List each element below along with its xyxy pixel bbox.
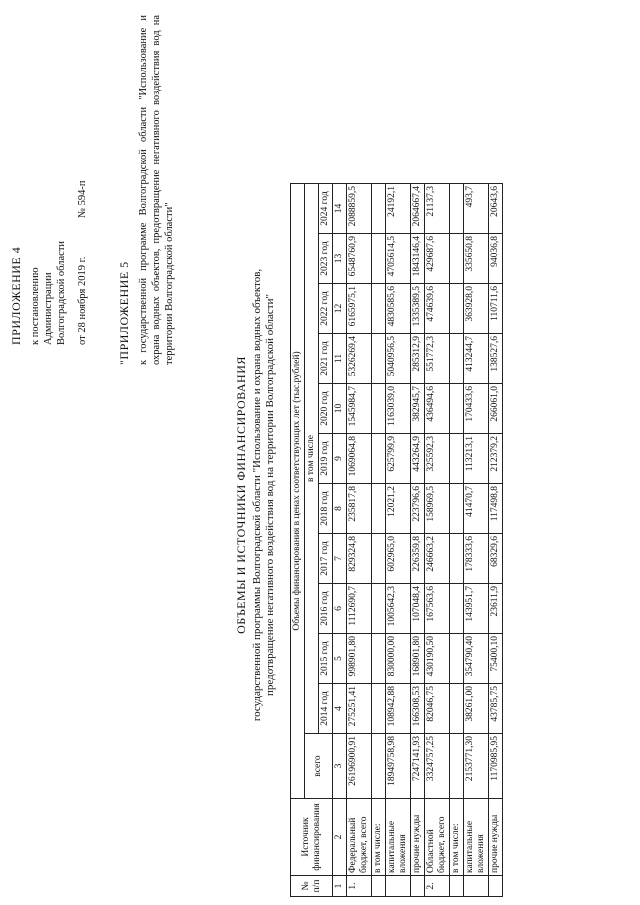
- header-year: 2022 год: [319, 284, 333, 334]
- cell-value: 41470,7: [464, 484, 489, 534]
- column-number: 2: [333, 799, 347, 876]
- header-year: 2024 год: [319, 184, 333, 234]
- cell-value: 7247141,93: [411, 734, 425, 799]
- cell-value: 94036,8: [489, 234, 503, 284]
- cell-value: [372, 234, 386, 284]
- cell-value: 43785,75: [489, 684, 503, 734]
- row-label: капитальные вложения: [464, 799, 489, 876]
- table-row: [425, 184, 450, 897]
- cell-value: 21137,3: [425, 184, 450, 234]
- cell-value: [372, 284, 386, 334]
- cell-value: 212379,2: [489, 434, 503, 484]
- column-number: 13: [333, 234, 347, 284]
- cell-value: 117498,8: [489, 484, 503, 534]
- cell-value: 625799,9: [386, 434, 411, 484]
- cell-value: [372, 684, 386, 734]
- cell-value: [450, 734, 464, 799]
- cell-value: 4830585,6: [386, 284, 411, 334]
- cell-value: [372, 734, 386, 799]
- appendix5-title: "ПРИЛОЖЕНИЕ 5: [117, 261, 131, 365]
- cell-value: 429687,6: [425, 234, 450, 284]
- cell-value: [372, 534, 386, 584]
- cell-value: 2153771,30: [464, 734, 489, 799]
- row-label: прочие нужды: [411, 799, 425, 876]
- cell-value: [450, 284, 464, 334]
- appendix4-line2: Администрации: [43, 272, 54, 345]
- appendix5-text: к государственной программе Волгоградской области "Использование и охрана водных объектов, предотвращение негативного воздействия вод на территории Волгоградской области": [138, 15, 175, 365]
- row-index: [489, 876, 503, 897]
- table-body: [347, 184, 503, 897]
- cell-value: 443264,9: [411, 434, 425, 484]
- column-number: 5: [333, 634, 347, 684]
- document-title: ОБЪЕМЫ И ИСТОЧНИКИ ФИНАНСИРОВАНИЯ: [234, 356, 248, 634]
- cell-value: 1005642,3: [386, 584, 411, 634]
- row-label: капитальные вложения: [386, 799, 411, 876]
- cell-value: [450, 184, 464, 234]
- cell-value: [450, 234, 464, 284]
- row-label: в том числе:: [372, 799, 386, 876]
- cell-value: [372, 184, 386, 234]
- header-source: Источник финансирования: [291, 799, 333, 876]
- document-subtitle-line1: государственной программы Волгоградской области "Использование и охрана водных объектов,: [251, 268, 263, 722]
- cell-value: 110711,6: [489, 284, 503, 334]
- header-volumes: Объемы финансирования в ценах соответствующих лет (тыс.рублей): [291, 184, 305, 799]
- cell-value: 5040956,5: [386, 334, 411, 384]
- document-subtitle-line2: предотвращение негативного воздействия вод на территории Волгоградской области": [264, 294, 276, 696]
- cell-value: 551772,3: [425, 334, 450, 384]
- cell-value: 246663,2: [425, 534, 450, 584]
- cell-value: 166308,53: [411, 684, 425, 734]
- cell-value: 108942,88: [386, 684, 411, 734]
- table-row: [386, 184, 411, 897]
- cell-value: 18949758,98: [386, 734, 411, 799]
- cell-value: 436494,6: [425, 384, 450, 434]
- cell-value: 38261,00: [464, 684, 489, 734]
- cell-value: 107048,4: [411, 584, 425, 634]
- column-number: 10: [333, 384, 347, 434]
- header-year: 2020 год: [319, 384, 333, 434]
- header-num: № п/п: [291, 876, 333, 897]
- cell-value: [450, 684, 464, 734]
- cell-value: 354790,40: [464, 634, 489, 684]
- column-numbers-row: [333, 184, 347, 897]
- column-number: 3: [333, 734, 347, 799]
- row-index: 1.: [347, 876, 372, 897]
- cell-value: 602965,0: [386, 534, 411, 584]
- appendix4-title: ПРИЛОЖЕНИЕ 4: [9, 246, 23, 345]
- table-row: [372, 184, 386, 897]
- row-index: [450, 876, 464, 897]
- header-year: 2016 год: [319, 584, 333, 634]
- cell-value: 113213,1: [464, 434, 489, 484]
- cell-value: 4705614,5: [386, 234, 411, 284]
- row-label: Областной бюджет, всего: [425, 799, 450, 876]
- cell-value: 335650,8: [464, 234, 489, 284]
- cell-value: [372, 484, 386, 534]
- cell-value: [450, 584, 464, 634]
- appendix4-block: [10, 180, 89, 345]
- header-year: 2017 год: [319, 534, 333, 584]
- cell-value: 1069064,8: [347, 434, 372, 484]
- header-year: 2018 год: [319, 484, 333, 534]
- cell-value: 413244,7: [464, 334, 489, 384]
- header-year: 2019 год: [319, 434, 333, 484]
- cell-value: 158969,5: [425, 484, 450, 534]
- column-number: 12: [333, 284, 347, 334]
- cell-value: 1545984,7: [347, 384, 372, 434]
- cell-value: [450, 334, 464, 384]
- cell-value: 474639,6: [425, 284, 450, 334]
- cell-value: [372, 334, 386, 384]
- cell-value: 178333,6: [464, 534, 489, 584]
- cell-value: 12021,2: [386, 484, 411, 534]
- cell-value: 6548760,9: [347, 234, 372, 284]
- cell-value: 382945,7: [411, 384, 425, 434]
- cell-value: [450, 484, 464, 534]
- cell-value: 138527,6: [489, 334, 503, 384]
- cell-value: 998901,80: [347, 634, 372, 684]
- row-label: Федеральный бюджет, всего: [347, 799, 372, 876]
- cell-value: 1170985,95: [489, 734, 503, 799]
- row-index: [464, 876, 489, 897]
- row-index: [386, 876, 411, 897]
- cell-value: 363928,0: [464, 284, 489, 334]
- appendix4-date: от 28 ноября 2019 г.: [77, 256, 88, 345]
- cell-value: 26196900,91: [347, 734, 372, 799]
- header-year: 2014 год: [319, 684, 333, 734]
- financing-table: [290, 183, 503, 897]
- cell-value: 266061,0: [489, 384, 503, 434]
- document-title-block: [235, 175, 277, 815]
- appendix4-line1: к постановлению: [30, 267, 41, 345]
- cell-value: 430190,50: [425, 634, 450, 684]
- cell-value: 143951,7: [464, 584, 489, 634]
- cell-value: 82046,75: [425, 684, 450, 734]
- column-number: 8: [333, 484, 347, 534]
- column-number: 11: [333, 334, 347, 384]
- cell-value: 226359,8: [411, 534, 425, 584]
- cell-value: 23611,9: [489, 584, 503, 634]
- cell-value: [372, 384, 386, 434]
- column-number: 6: [333, 584, 347, 634]
- header-year: 2023 год: [319, 234, 333, 284]
- table-row: [347, 184, 372, 897]
- cell-value: [372, 634, 386, 684]
- appendix5-block: [118, 15, 176, 365]
- column-number: 9: [333, 434, 347, 484]
- row-label: прочие нужды: [489, 799, 503, 876]
- cell-value: 2064667,4: [411, 184, 425, 234]
- column-number: 14: [333, 184, 347, 234]
- row-label: в том числе:: [450, 799, 464, 876]
- cell-value: 5326269,4: [347, 334, 372, 384]
- cell-value: [450, 384, 464, 434]
- row-index: [411, 876, 425, 897]
- table-row: [411, 184, 425, 897]
- appendix4-line3: Волгоградской области: [56, 240, 67, 345]
- cell-value: [450, 434, 464, 484]
- cell-value: 167563,6: [425, 584, 450, 634]
- cell-value: 6165975,1: [347, 284, 372, 334]
- cell-value: 1112690,7: [347, 584, 372, 634]
- cell-value: 1335389,5: [411, 284, 425, 334]
- column-number: 4: [333, 684, 347, 734]
- row-index: 2.: [425, 876, 450, 897]
- cell-value: 285312,9: [411, 334, 425, 384]
- cell-value: 170433,6: [464, 384, 489, 434]
- header-total: всего: [305, 734, 333, 799]
- appendix4-date-line: [76, 180, 89, 345]
- table-row: [464, 184, 489, 897]
- cell-value: 68329,6: [489, 534, 503, 584]
- cell-value: 829324,8: [347, 534, 372, 584]
- cell-value: 24192,1: [386, 184, 411, 234]
- cell-value: 1843146,4: [411, 234, 425, 284]
- cell-value: [450, 634, 464, 684]
- cell-value: [372, 434, 386, 484]
- cell-value: 325592,3: [425, 434, 450, 484]
- header-incl: в том числе: [305, 184, 319, 734]
- appendix4-number: № 594-п: [77, 180, 88, 218]
- row-index: [372, 876, 386, 897]
- header-year: 2015 год: [319, 634, 333, 684]
- cell-value: 75400,10: [489, 634, 503, 684]
- cell-value: 3324757,25: [425, 734, 450, 799]
- column-number: 1: [333, 876, 347, 897]
- cell-value: 275251,41: [347, 684, 372, 734]
- cell-value: 1163039,0: [386, 384, 411, 434]
- cell-value: 830000,00: [386, 634, 411, 684]
- table-row: [450, 184, 464, 897]
- cell-value: 235817,8: [347, 484, 372, 534]
- cell-value: [450, 534, 464, 584]
- cell-value: 493,7: [464, 184, 489, 234]
- cell-value: [372, 584, 386, 634]
- cell-value: 168901,80: [411, 634, 425, 684]
- header-year: 2021 год: [319, 334, 333, 384]
- cell-value: 20643,6: [489, 184, 503, 234]
- table-row: [489, 184, 503, 897]
- cell-value: 2088859,5: [347, 184, 372, 234]
- column-number: 7: [333, 534, 347, 584]
- cell-value: 223796,6: [411, 484, 425, 534]
